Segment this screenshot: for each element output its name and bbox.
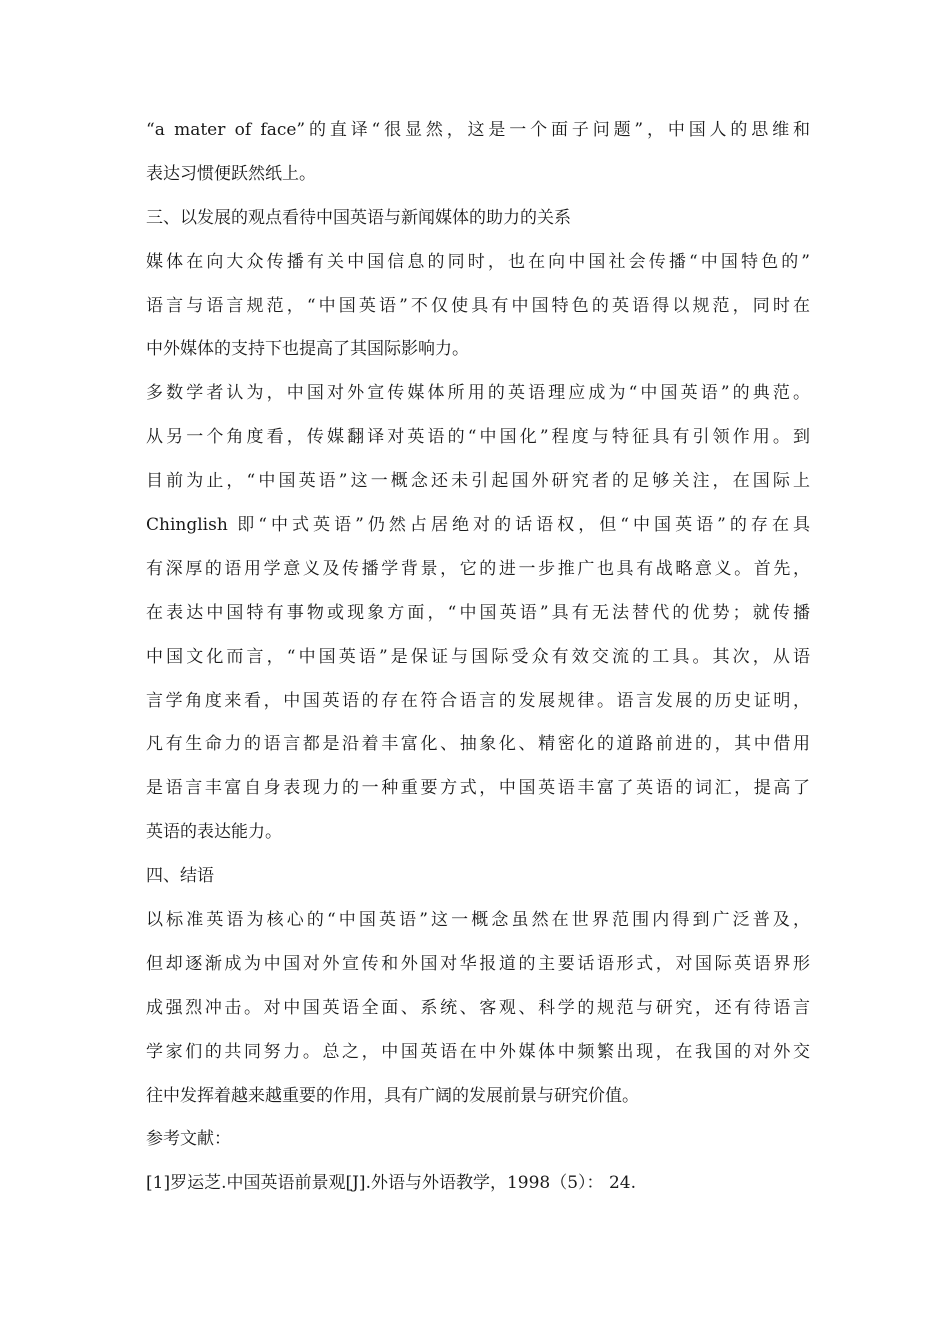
section-heading-three: 三、以发展的观点看待中国英语与新闻媒体的助力的关系 (146, 207, 571, 228)
body-line: 语言与语言规范，“中国英语”不仅使具有中国特色的英语得以规范，同时在 (146, 295, 810, 316)
body-line: 凡有生命力的语言都是沿着丰富化、抽象化、精密化的道路前进的，其中借用 (146, 734, 810, 755)
section-heading-four: 四、结语 (146, 866, 214, 887)
body-line: 是语言丰富自身表现力的一种重要方式，中国英语丰富了英语的词汇，提高了 (146, 778, 810, 799)
body-line: 在表达中国特有事物或现象方面，“中国英语”具有无法替代的优势；就传播 (146, 602, 810, 623)
body-line: 目前为止，“中国英语”这一概念还未引起国外研究者的足够关注，在国际上 (146, 471, 810, 492)
body-line: Chinglish 即“中式英语”仍然占居绝对的话语权，但“中国英语”的存在具 (146, 515, 810, 536)
body-line: 有深厚的语用学意义及传播学背景，它的进一步推广也具有战略意义。首先， (146, 558, 810, 579)
body-line: 媒体在向大众传播有关中国信息的同时，也在向中国社会传播“中国特色的” (146, 251, 810, 272)
body-line: 多数学者认为，中国对外宣传媒体所用的英语理应成为“中国英语”的典范。 (146, 383, 810, 404)
body-line: “a mater of face”的直译“很显然，这是一个面子问题”，中国人的思维和 (146, 120, 810, 140)
body-line: 中外媒体的支持下也提高了其国际影响力。 (146, 339, 469, 360)
body-line: 往中发挥着越来越重要的作用，具有广阔的发展前景与研究价值。 (146, 1085, 639, 1106)
body-line: 中国文化而言，“中国英语”是保证与国际受众有效交流的工具。其次，从语 (146, 646, 810, 667)
body-line: 言学角度来看，中国英语的存在符合语言的发展规律。语言发展的历史证明， (146, 690, 810, 711)
body-line: 成强烈冲击。对中国英语全面、系统、客观、科学的规范与研究，还有待语言 (146, 997, 810, 1018)
body-line: 表达习惯便跃然纸上。 (146, 163, 316, 184)
body-line: 学家们的共同努力。总之，中国英语在中外媒体中频繁出现，在我国的对外交 (146, 1041, 810, 1062)
body-line: 但却逐渐成为中国对外宣传和外国对华报道的主要话语形式，对国际英语界形 (146, 953, 810, 974)
reference-item: [1]罗运芝.中国英语前景观[J].外语与外语教学，1998（5）： 24. (146, 1173, 636, 1194)
body-line: 英语的表达能力。 (146, 822, 282, 843)
article-body (146, 109, 810, 1206)
body-line: 以标准英语为核心的“中国英语”这一概念虽然在世界范围内得到广泛普及， (146, 910, 810, 931)
references-heading: 参考文献： (146, 1129, 231, 1150)
body-line: 从另一个角度看，传媒翻译对英语的“中国化”程度与特征具有引领作用。到 (146, 427, 810, 448)
